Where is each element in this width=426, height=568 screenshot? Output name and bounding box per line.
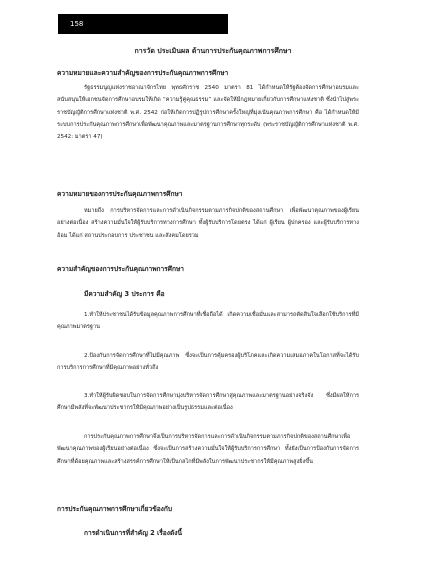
section-heading-related: การประกันคุณภาพการศึกษาเกี่ยวข้องกับ	[57, 505, 173, 513]
list-item-1: 1.ทำให้ประชาชนได้รับข้อมูลคุณภาพการศึกษาที่เชื่อถือได้ เกิดความเชื่อมั่นและสามารถตัดสินใจเลือกใช้บริการที่มีคุณภาพมาตรฐาน	[57, 312, 359, 331]
list-item-2: 2.ป้องกันการจัดการศึกษาที่ไม่มีคุณภาพ ซึ่งจะเป็นการคุ้มครองผู้บริโภคและเกิดความเสมอภาคในโอกาสที่จะได้รับการบริการการศึกษาที่มีคุณภาพอย่างทั่วถึง	[57, 353, 359, 372]
paragraph-summary: การประกันคุณภาพการศึกษาจึงเป็นการบริหารจัดการและการดำเนินกิจกรรมตามภารกิจปกติของสถานศึกษาเพื่อพัฒนาคุณภาพของผู้เรียนอย่างต่อเนื่อง ซึ่งจะเป็นการสร้างความมั่นใจให้ผู้รับบริการการศึกษา ทั้งยังเป็นการป้องกันการจัดการศึกษาที่ด้อยคุณภาพและสร้างสรรค์การศึกษาให้เป็นกลไกที่มีพลังในการพัฒนาประชากรให้มีคุณภาพสูงยิ่งขึ้น	[57, 434, 359, 465]
section-heading-meaning-importance: ความหมายและความสำคัญของการประกันคุณภาพการศึกษา	[57, 69, 229, 77]
section-heading-importance: ความสำคัญของการประกันคุณภาพการศึกษา	[57, 265, 184, 273]
page-number-bar	[58, 14, 228, 34]
paragraph-constitution: รัฐธรรมนูญแห่งราชอาณาจักรไทย พุทธศักราช 2540 มาตรา 81 ได้กำหนดให้รัฐต้องจัดการศึกษาอบรมและสนับสนุนให้เอกชนจัดการศึกษาอบรมให้เกิด “ความรู้คู่คุณธรรม” และจัดให้มีกฎหมายเกี่ยวกับการศึกษาแห่งชาติ ซึ่งนำไปสู่พระราชบัญญัติการศึกษาแห่งชาติ พ.ศ. 2542 ก่อให้เกิดการปฏิรูปการศึกษาครั้งใหญ่ที่มุ่งเน้นคุณภาพการศึกษา คือ ได้กำหนดให้มีระบบการประกันคุณภาพการศึกษาเพื่อพัฒนาคุณภาพและมาตรฐานการศึกษาทุกระดับ (พระราชบัญญัติการศึกษาแห่งชาติ พ.ศ. 2542: มาตรา 47)	[57, 85, 359, 141]
page-number: 158	[70, 20, 84, 28]
paragraph-meaning: หมายถึง การบริหารจัดการและการดำเนินกิจกรรมตามภารกิจปกติของสถานศึกษา เพื่อพัฒนาคุณภาพของผู้เรียนอย่างต่อเนื่อง สร้างความมั่นใจให้ผู้รับบริการทางการศึกษา ทั้งผู้รับบริการโดยตรง ได้แก่ ผู้เรียน ผู้ปกครอง และผู้รับบริการทางอ้อม ได้แก่ สถานประกอบการ ประชาชน และสังคมโดยรวม	[57, 208, 359, 239]
subheading-two-operations: การดำเนินการที่สำคัญ 2 เรื่องดังนี้	[84, 529, 182, 537]
list-item-3: 3.ทำให้ผู้รับผิดชอบในการจัดการศึกษามุ่งบริหารจัดการศึกษาสู่คุณภาพและมาตรฐานอย่างจริงจัง ซึ่งมีผลให้การศึกษามีพลังที่จะพัฒนาประชากรให้มีคุณภาพอย่างเป็นรูปธรรมและต่อเนื่อง	[57, 393, 359, 412]
section-heading-meaning: ความหมายของการประกันคุณภาพการศึกษา	[57, 190, 183, 198]
page-title: การวัด ประเมินผล ด้านการประกันคุณภาพการศึกษา	[134, 47, 292, 55]
subheading-three-reasons: มีความสำคัญ 3 ประการ คือ	[84, 290, 165, 298]
